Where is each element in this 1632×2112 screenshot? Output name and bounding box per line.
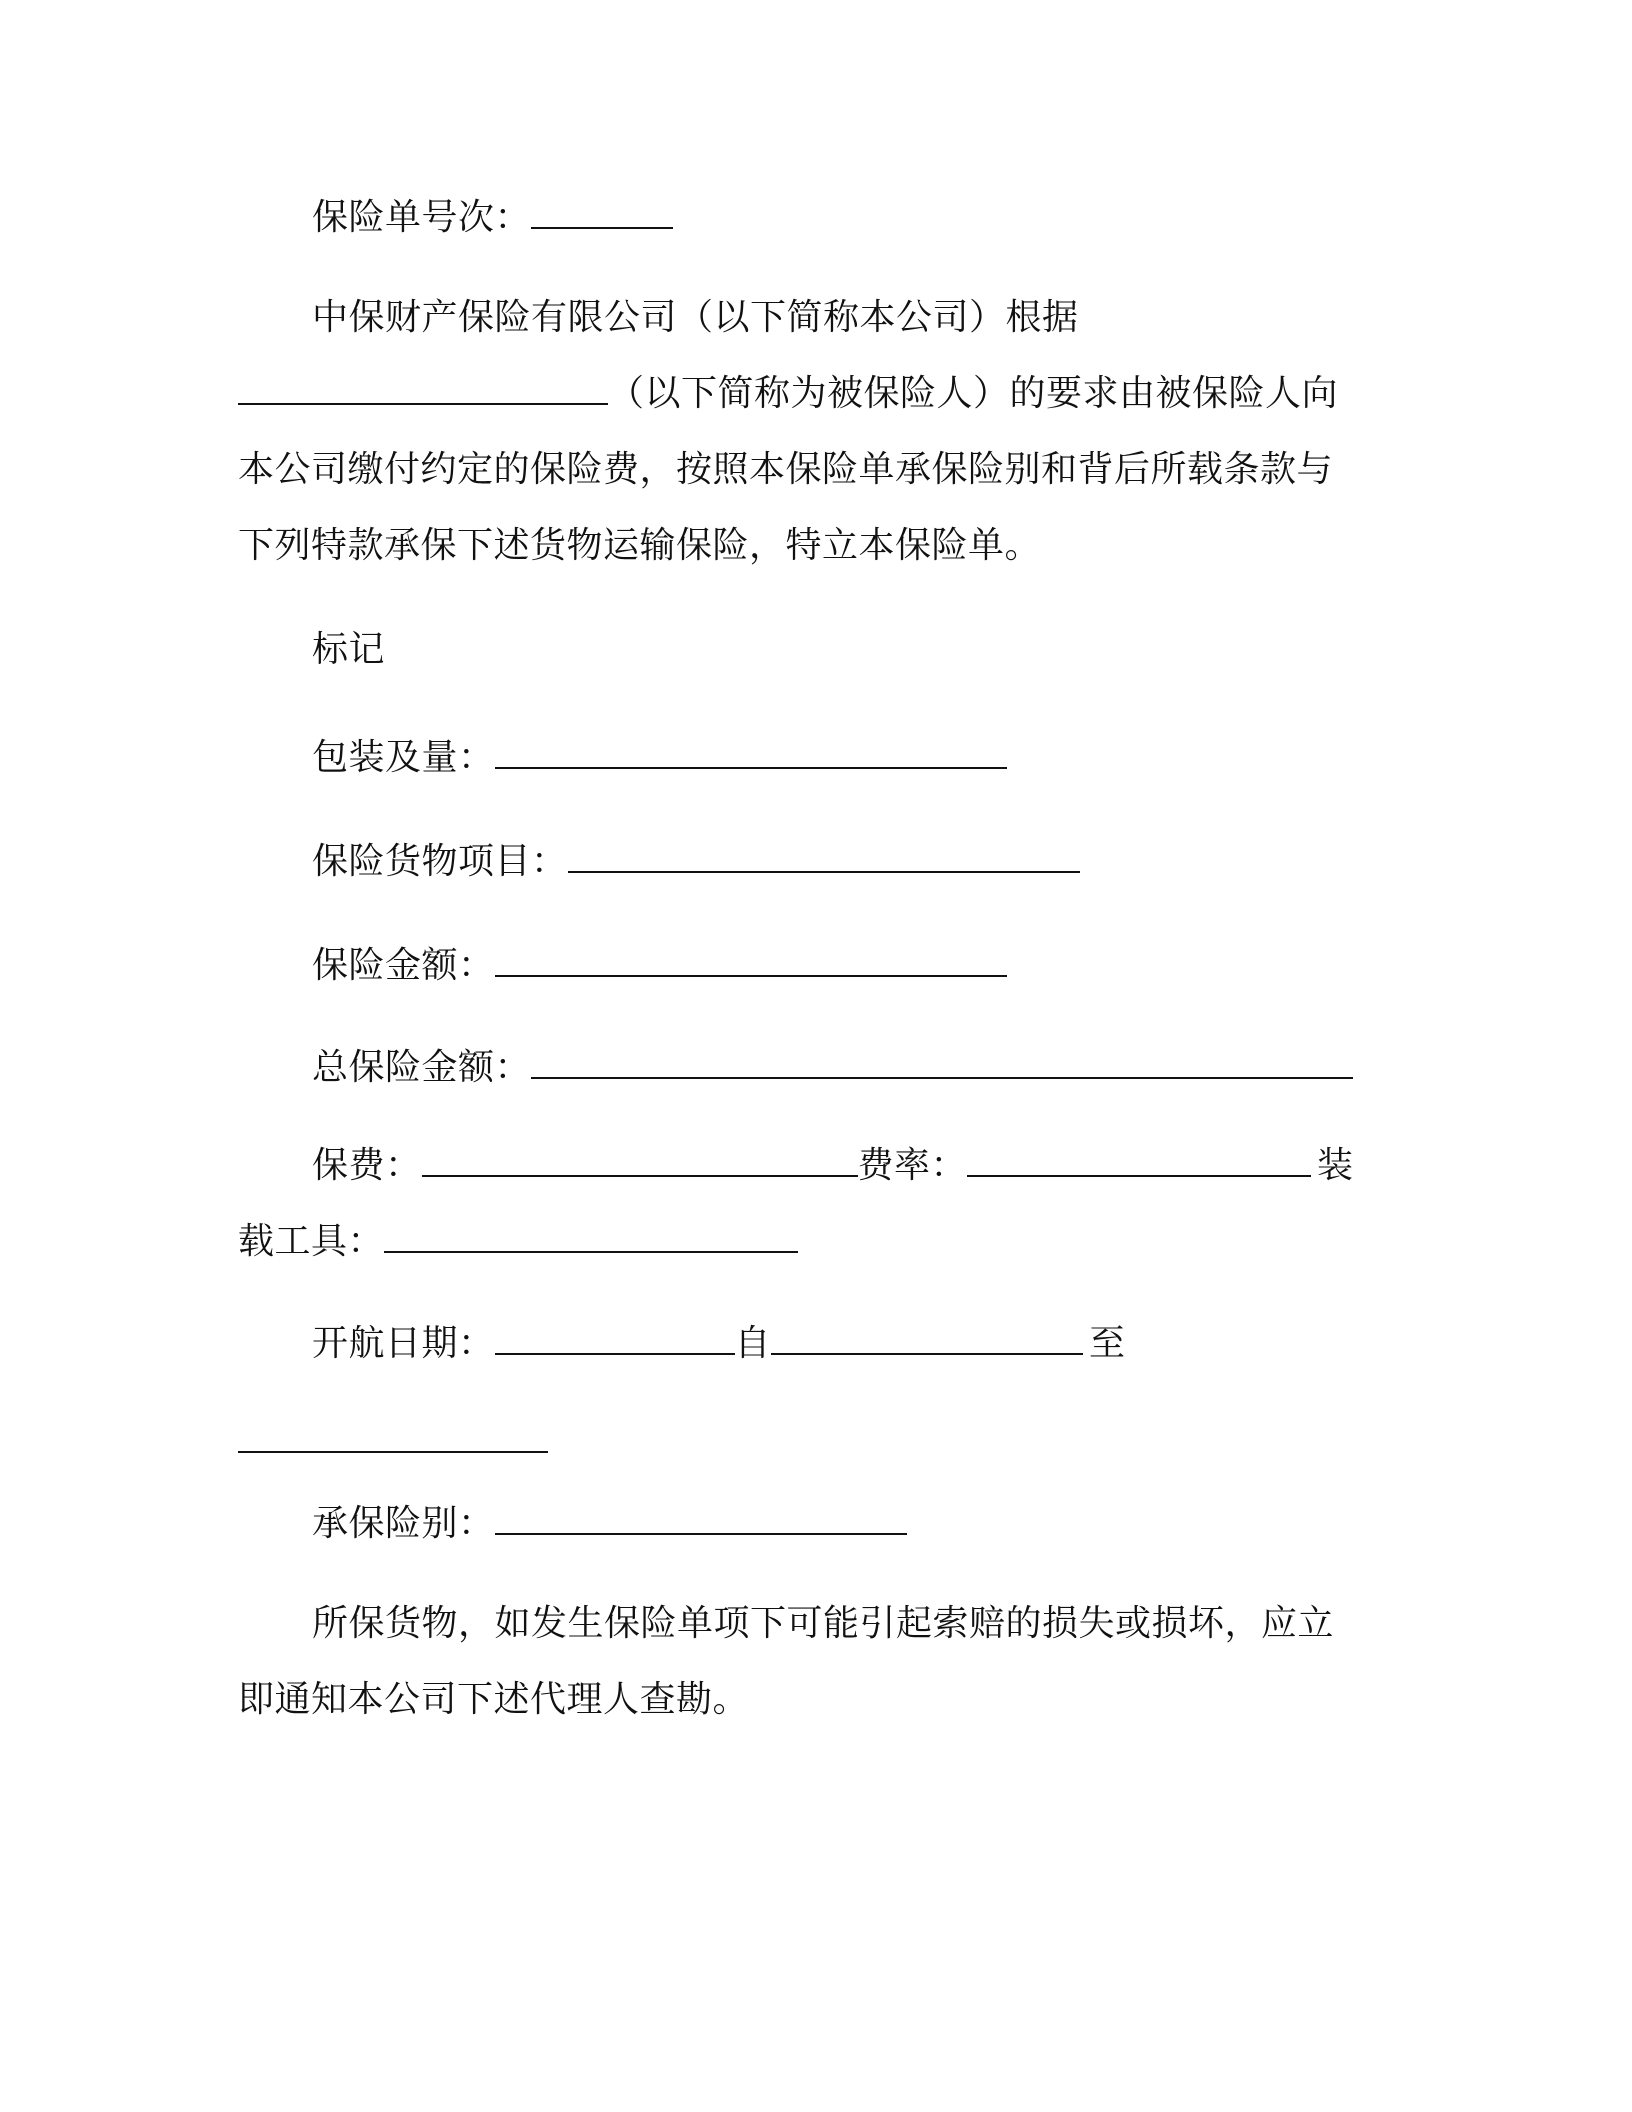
conveyance-blank[interactable] [384, 1221, 798, 1253]
intro-line-2 [238, 372, 1338, 416]
premium-blank[interactable] [422, 1145, 858, 1177]
policy-number-label: 保险单号次： [312, 197, 532, 238]
to-label: 至 [1089, 1323, 1126, 1364]
packing-blank[interactable] [495, 737, 1007, 769]
coverage-row [312, 1502, 907, 1546]
amount-row [312, 944, 1007, 988]
policy-number-blank[interactable] [531, 197, 673, 229]
policy-number-row [312, 196, 673, 240]
notice-line-2: 即通知本公司下述代理人查勘。 [238, 1679, 750, 1720]
conveyance-row [238, 1220, 798, 1264]
intro-line-1: 中保财产保险有限公司（以下简称本公司）根据 [312, 297, 1079, 338]
goods-label: 保险货物项目： [312, 841, 568, 882]
packing-row [312, 736, 1007, 780]
total-amount-row [312, 1046, 1353, 1090]
to-row [238, 1420, 548, 1464]
total-amount-label: 总保险金额： [312, 1047, 532, 1088]
intro-line-2-text: （以下简称为被保险人）的要求由被保险人向 [608, 373, 1339, 414]
rate-blank[interactable] [967, 1145, 1311, 1177]
amount-blank[interactable] [495, 945, 1007, 977]
sailing-date-label: 开航日期： [312, 1323, 495, 1364]
premium-row [312, 1144, 1354, 1188]
total-amount-blank[interactable] [531, 1047, 1353, 1079]
from-label: 自 [734, 1323, 772, 1364]
intro-line-3: 本公司缴付约定的保险费，按照本保险单承保险别和背后所载条款与 [238, 449, 1334, 490]
coverage-label: 承保险别： [312, 1503, 495, 1544]
coverage-blank[interactable] [495, 1503, 907, 1535]
conveyance-label-part1: 装 [1317, 1145, 1354, 1186]
marks-label: 标记 [312, 629, 386, 670]
intro-line-4: 下列特款承保下述货物运输保险，特立本保险单。 [238, 525, 1042, 566]
insured-name-blank[interactable] [238, 373, 608, 405]
goods-row [312, 840, 1080, 884]
packing-label: 包装及量： [312, 737, 495, 778]
premium-label: 保费： [312, 1145, 422, 1186]
from-blank[interactable] [771, 1323, 1083, 1355]
sailing-date-blank[interactable] [495, 1323, 735, 1355]
amount-label: 保险金额： [312, 945, 495, 986]
conveyance-label-part2: 载工具： [238, 1221, 385, 1262]
to-blank[interactable] [238, 1421, 548, 1453]
rate-label: 费率： [857, 1145, 968, 1186]
notice-line-1: 所保货物，如发生保险单项下可能引起索赔的损失或损坏，应立 [312, 1603, 1335, 1644]
goods-blank[interactable] [568, 841, 1080, 873]
voyage-row [312, 1322, 1126, 1366]
